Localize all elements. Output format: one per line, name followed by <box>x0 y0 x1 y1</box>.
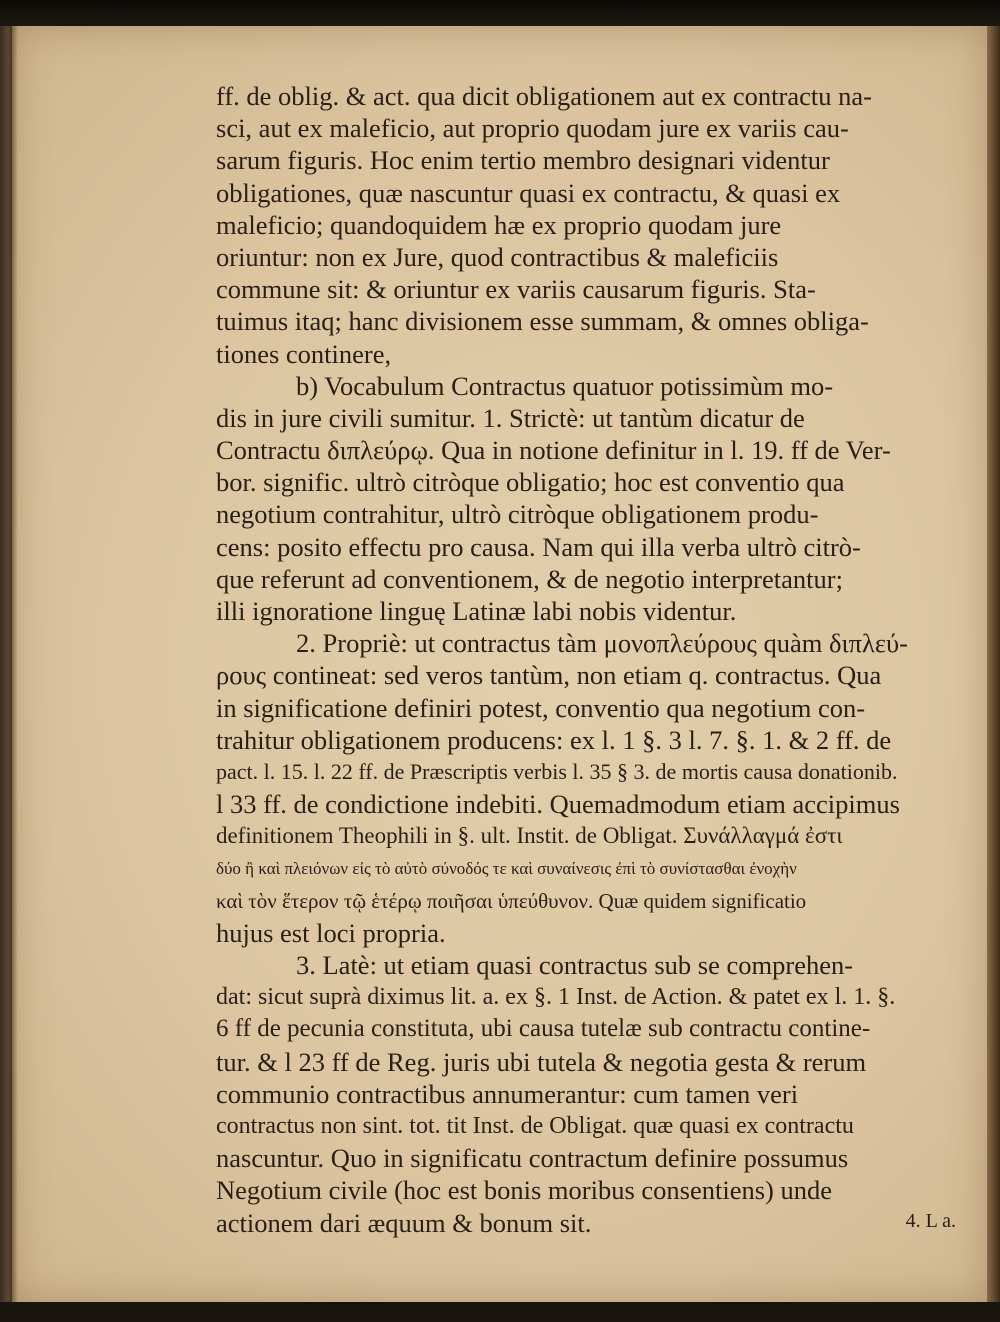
text-line: trahitur obligationem producens: ex l. 1 §. 3 l. 7. §. 1. & 2 ff. de <box>216 724 892 755</box>
text-line: communio contractibus annumerantur: cum tamen veri <box>216 1078 799 1109</box>
paragraph-start-line: 3. Latè: ut etiam quasi contractus sub se comprehen- <box>296 950 854 981</box>
page-right-edge <box>987 26 1000 1302</box>
top-scan-border <box>0 0 1000 26</box>
greek-text-line: δύο ἢ καὶ πλειόνων εἰς τὸ αὐτὸ σύνοδός τε καὶ συναίνεσις ἐπὶ τὸ συνίστασθαι ἐνοχὴν <box>216 858 797 878</box>
text-line: ff. de oblig. & act. qua dicit obligationem aut ex contractu na- <box>216 81 872 111</box>
text-line: sci, aut ex maleficio, aut proprio quodam jure ex variis cau- <box>216 113 849 144</box>
text-line: ρους contineat: sed veros tantùm, non etiam q. contractus. Qua <box>216 660 882 691</box>
text-line: que referunt ad conventionem, & de negotio interpretantur; <box>216 563 843 594</box>
text-line: tuimus itaq; hanc divisionem esse summam, & omnes obliga- <box>216 306 869 337</box>
text-line: cens: posito effectu pro causa. Nam qui illa verba ultrò citrò- <box>216 531 861 562</box>
text-line: obligationes, quæ nascuntur quasi ex contractu, & quasi ex <box>216 177 841 208</box>
text-line: negotium contrahitur, ultrò citròque obligationem produ- <box>216 499 819 530</box>
greek-text-line: καὶ τὸν ἕτερον τῷ ἑτέρῳ ποιῆσαι ὑπεύθυνον. Quæ quidem significatio <box>216 888 807 913</box>
text-line: l 33 ff. de condictione indebiti. Quemadmodum etiam accipimus <box>216 789 900 820</box>
text-line: nascuntur. Quo in significatu contractum definire possumus <box>216 1143 849 1174</box>
text-line: sarum figuris. Hoc enim tertio membro designari videntur <box>216 145 830 176</box>
text-line: definitionem Theophili in §. ult. Instit. de Obligat. Συνάλλαγμά ἐστι <box>216 823 843 849</box>
text-line: tiones continere, <box>216 338 392 369</box>
text-line: hujus est loci propria. <box>216 917 446 948</box>
paragraph-start-line: b) Vocabulum Contractus quatuor potissimùm mo- <box>296 370 834 401</box>
catchword: 4. L a. <box>905 1209 956 1232</box>
page-text-block <box>216 80 956 1237</box>
text-line: in significatione definiri potest, conventio qua negotium con- <box>216 692 866 723</box>
text-line: illi ignoratione linguę Latinæ labi nobis videntur. <box>216 596 737 626</box>
text-line: actionem dari æquum & bonum sit. <box>216 1207 592 1238</box>
text-line: maleficio; quandoquidem hæ ex proprio quodam jure <box>216 209 782 240</box>
text-line: tur. & l 23 ff de Reg. juris ubi tutela & negotia gesta & rerum <box>216 1046 867 1077</box>
bottom-scan-border <box>0 1302 1000 1322</box>
paragraph-start-line: 2. Propriè: ut contractus tàm μονοπλεύρους quàm διπλεύ- <box>296 628 908 659</box>
text-line: 6 ff de pecunia constituta, ubi causa tutelæ sub contractu contine- <box>216 1015 871 1043</box>
text-line: commune sit: & oriuntur ex variis causarum figuris. Sta- <box>216 274 816 305</box>
text-line: dat: sicut suprà diximus lit. a. ex §. 1 Inst. de Action. & patet ex l. 1. §. <box>216 984 896 1011</box>
text-line: Contractu διπλεύρῳ. Qua in notione definitur in l. 19. ff de Ver- <box>216 435 891 466</box>
text-line: contractus non sint. tot. tit Inst. de Obligat. quæ quasi ex contractu <box>216 1113 854 1139</box>
text-line: pact. l. 15. l. 22 ff. de Præscriptis verbis l. 35 § 3. de mortis causa donationib. <box>216 758 898 784</box>
text-line: oriuntur: non ex Jure, quod contractibus & maleficiis <box>216 241 779 272</box>
page-gutter-shadow <box>12 26 18 1302</box>
text-line: bor. signific. ultrò citròque obligatio; hoc est conventio qua <box>216 467 845 498</box>
text-line: Negotium civile (hoc est bonis moribus consentiens) unde <box>216 1175 833 1206</box>
text-line: dis in jure civili sumitur. 1. Strictè: ut tantùm dicatur de <box>216 402 805 433</box>
